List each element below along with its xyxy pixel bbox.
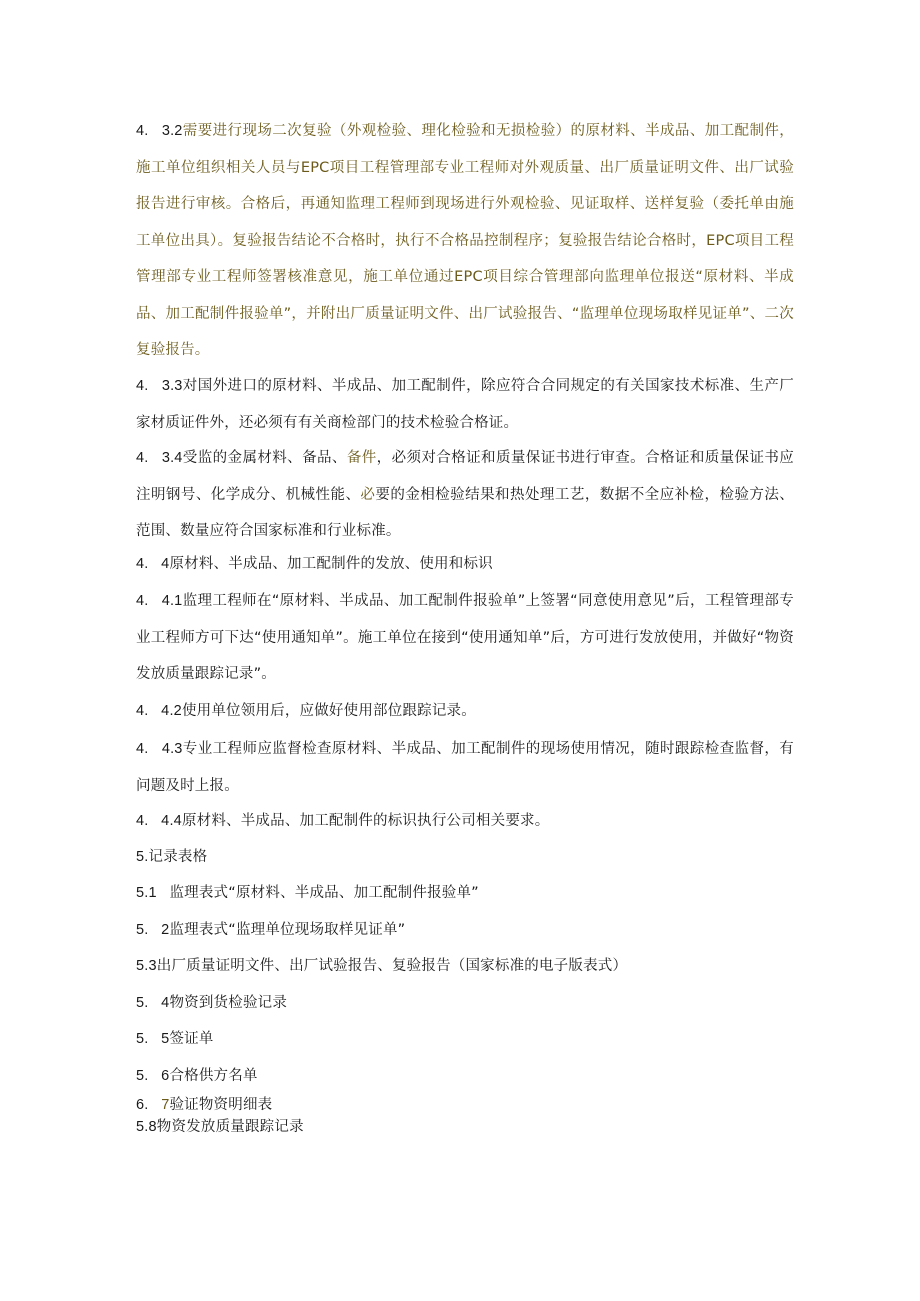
section-number: 5.1 [136,885,170,901]
list-item-5-5 [136,1021,794,1058]
list-item-5-4 [136,985,794,1022]
paragraph-text-part: 要的金相检验结果和热处理工艺，数据不全应补检，检验方法、范围、数量应符合国家标准和行业标准。 [136,486,794,539]
section-number: 4. 4.1 [136,593,183,609]
section-number: 4. 3.3 [136,378,183,394]
paragraph-text: 使用单位领用后，应做好使用部位跟踪记录。 [181,703,476,719]
list-item-5-8 [136,1116,794,1138]
section-number: 4. 4.2 [136,703,182,719]
section-number: 6. [136,1097,162,1113]
paragraph-4-4-1 [136,583,794,693]
section-number: 5. 5 [136,1031,170,1047]
paragraph-text-part: 受监的金属材料、备品、 [182,450,347,466]
section-5-heading [136,839,794,876]
paragraph-4-3-3 [136,368,794,441]
paragraph-text: 监理工程师在“原材料、半成品、加工配制件报验单”上签署“同意使用意见”后，工程管理部专业工程师方可下达“使用通知单”。施工单位在接到“使用通知单”后，方可进行发放使用，并做好“物资发放质量跟踪记录”。 [136,593,794,682]
paragraph-4-3-2 [136,113,794,369]
paragraph-4-4-3 [136,731,794,804]
paragraph-text: 原材料、半成品、加工配制件的发放、使用和标识 [169,556,493,572]
paragraph-4-4-4 [136,803,794,840]
list-item-5-3 [136,948,794,985]
list-item-6-7 [136,1094,794,1116]
paragraph-text: 验证物资明细表 [169,1097,273,1113]
section-number: 4. 3.2 [136,123,183,139]
section-number: 4. 3.4 [136,450,183,466]
paragraph-text: 专业工程师应监督检查原材料、半成品、加工配制件的现场使用情况，随时跟踪检查监督，有问题及时上报。 [136,741,794,794]
paragraph-text-part: 必 [360,486,376,503]
paragraph-text: 对国外进口的原材料、半成品、加工配制件，除应符合合同规定的有关国家技术标准、生产厂家材质证件外，还必须有有关商检部门的技术检验合格证。 [136,378,794,431]
section-number: 5. [136,849,149,865]
paragraph-text-part: 备件 [346,450,377,466]
paragraph-text: 监理表式“原材料、半成品、加工配制件报验单” [169,885,479,901]
paragraph-text: 监理表式“监理单位现场取样见证单” [169,922,406,938]
section-number: 4. 4.3 [136,741,183,757]
paragraph-4-4-2 [136,693,794,730]
list-item-5-1 [136,875,794,912]
section-number-part: 7 [161,1097,170,1113]
paragraph-text: 出厂质量证明文件、出厂试验报告、复验报告（国家标准的电子版表式） [156,958,628,974]
paragraph-text: 物资发放质量跟踪记录 [156,1119,304,1135]
section-number: 5. 2 [136,922,170,938]
paragraph-text: 需要进行现场二次复验（外观检验、理化检验和无损检验）的原材料、半成品、加工配制件，施工单位组织相关人员与EPC项目工程管理部专业工程师对外观质量、出厂质量证明文件、出厂试验报告进行审核。合格后，再通知监理工程师到现场进行外观检验、见证取样、送样复验（委托单由施工单位出具）。复验报告结论不合格时，执行不合格品控制程序；复验报告结论合格时，EPC项目工程管理部专业工程师签署核准意见，施工单位通过EPC项目综合管理部向监理单位报送“原材料、半成品、加工配制件报验单”，并附出厂质量证明文件、出厂试验报告、“监理单位现场取样见证单”、二次复验报告。 [136,123,794,358]
section-number: 4. 4.4 [136,813,182,829]
section-number: 5. 6 [136,1068,170,1084]
section-number: 5.3 [136,958,157,974]
list-item-5-6 [136,1058,794,1095]
paragraph-text: 合格供方名单 [169,1068,258,1084]
paragraph-text: 物资到货检验记录 [169,995,288,1011]
paragraph-text: 记录表格 [148,849,208,865]
section-number: 5. 4 [136,995,170,1011]
section-number: 4. 4 [136,556,170,572]
paragraph-text: 原材料、半成品、加工配制件的标识执行公司相关要求。 [181,813,550,829]
list-item-5-2 [136,912,794,949]
section-number: 5.8 [136,1119,157,1135]
paragraph-text-part: ，必须对合格证和质量保证书进行审查。合格证和质量保证书应注明钢号、化学成分、机械性能、 [136,450,794,503]
paragraph-4-3-4 [136,440,794,550]
paragraph-text: 签证单 [169,1031,214,1047]
paragraph-4-4 [136,546,794,583]
